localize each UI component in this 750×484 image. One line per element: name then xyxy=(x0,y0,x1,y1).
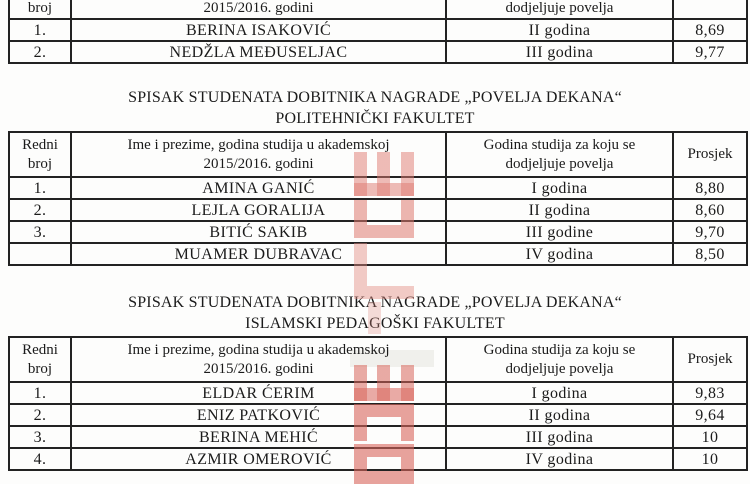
cell-average: 8,50 xyxy=(673,243,747,265)
cell-study-year: II godina xyxy=(446,404,673,426)
header-line: dodjeljuje povelja xyxy=(505,360,614,377)
table-row xyxy=(9,448,747,470)
cell-study-year: II godina xyxy=(446,199,673,221)
cell-average: 9,83 xyxy=(673,382,747,404)
cell-average: 9,77 xyxy=(673,41,747,63)
header-godina-studija xyxy=(446,337,673,382)
cell-study-year: III godina xyxy=(446,41,673,63)
table-row xyxy=(9,404,747,426)
section-subtitle: ISLAMSKI PEDAGOŠKI FAKULTET xyxy=(245,315,505,332)
cell-student-name: BERINA ISAKOVIĆ xyxy=(71,19,446,41)
cell-student-name: AMINA GANIĆ xyxy=(71,177,446,199)
cell-student-name: ENIZ PATKOVIĆ xyxy=(71,404,446,426)
cell-study-year: III godina xyxy=(446,426,673,448)
header-prosjek xyxy=(673,0,747,19)
header-redni-broj xyxy=(9,132,71,177)
cell-student-name: MUAMER DUBRAVAC xyxy=(71,243,446,265)
cell-ordinal: 2. xyxy=(9,404,71,426)
table-header-row xyxy=(9,0,747,19)
header-ime-prezime xyxy=(71,132,446,177)
table-header-row xyxy=(9,337,747,382)
cell-ordinal: 4. xyxy=(9,448,71,470)
cell-ordinal: 3. xyxy=(9,221,71,243)
header-godina-studija xyxy=(446,132,673,177)
cell-average: 9,64 xyxy=(673,404,747,426)
header-line: Redni xyxy=(22,341,58,358)
header-line: broj xyxy=(27,155,53,172)
cell-student-name: NEDŽLA MEĐUSELJAC xyxy=(71,41,446,63)
cell-study-year: IV godina xyxy=(446,243,673,265)
header-num: broj xyxy=(9,0,71,19)
cell-student-name: ELDAR ĆERIM xyxy=(71,382,446,404)
cell-student-name: BERINA MEHIĆ xyxy=(71,426,446,448)
header-prosjek: Prosjek xyxy=(673,132,747,177)
award-table-top xyxy=(8,0,748,64)
cell-ordinal: 1. xyxy=(9,177,71,199)
header-line: dodjeljuje povelja xyxy=(505,155,614,172)
table-row xyxy=(9,177,747,199)
header-redni-broj xyxy=(9,337,71,382)
cell-average: 8,60 xyxy=(673,199,747,221)
cell-study-year: III godine xyxy=(446,221,673,243)
cell-study-year: II godina xyxy=(446,19,673,41)
cell-average: 8,69 xyxy=(673,19,747,41)
header-line: broj xyxy=(27,360,53,377)
cell-ordinal: 1. xyxy=(9,19,71,41)
cell-ordinal: 2. xyxy=(9,41,71,63)
cell-average: 9,70 xyxy=(673,221,747,243)
header-line: Ime i prezime, godina studija u akademskoj xyxy=(127,136,390,153)
cell-study-year: I godina xyxy=(446,177,673,199)
cell-average: 10 xyxy=(673,426,747,448)
cell-student-name: LEJLA GORALIJA xyxy=(71,199,446,221)
header-line: 2015/2016. godini xyxy=(203,155,314,172)
cell-student-name: AZMIR OMEROVIĆ xyxy=(71,448,446,470)
section-title: SPISAK STUDENATA DOBITNIKA NAGRADE „POVELJA DEKANA“ xyxy=(128,89,622,106)
table-row xyxy=(9,221,747,243)
cell-student-name: BITIĆ SAKIB xyxy=(71,221,446,243)
header-prosjek: Prosjek xyxy=(673,337,747,382)
header-line: Ime i prezime, godina studija u akademskoj xyxy=(127,341,390,358)
header-line: Godina studija za koju se xyxy=(483,136,636,153)
header-line: Redni xyxy=(22,136,58,153)
section-title: SPISAK STUDENATA DOBITNIKA NAGRADE „POVELJA DEKANA“ xyxy=(128,294,622,311)
section-subtitle: POLITEHNIČKI FAKULTET xyxy=(275,110,475,127)
cell-ordinal: 3. xyxy=(9,426,71,448)
table-row xyxy=(9,199,747,221)
table-row xyxy=(9,41,747,63)
header-year: dodjeljuje povelja xyxy=(446,0,673,19)
table-row xyxy=(9,426,747,448)
cell-ordinal: 1. xyxy=(9,382,71,404)
table-header-row xyxy=(9,132,747,177)
cell-study-year: IV godina xyxy=(446,448,673,470)
table-row xyxy=(9,243,747,265)
header-ime-prezime xyxy=(71,337,446,382)
header-line: 2015/2016. godini xyxy=(203,360,314,377)
cell-average: 8,80 xyxy=(673,177,747,199)
table-row xyxy=(9,19,747,41)
cell-ordinal: 2. xyxy=(9,199,71,221)
cell-study-year: I godina xyxy=(446,382,673,404)
table-row xyxy=(9,382,747,404)
cell-ordinal xyxy=(9,243,71,265)
cell-average: 10 xyxy=(673,448,747,470)
award-table-islamski xyxy=(8,336,748,471)
header-name: 2015/2016. godini xyxy=(71,0,446,19)
header-line: Godina studija za koju se xyxy=(483,341,636,358)
award-table-politehnicki xyxy=(8,131,748,266)
